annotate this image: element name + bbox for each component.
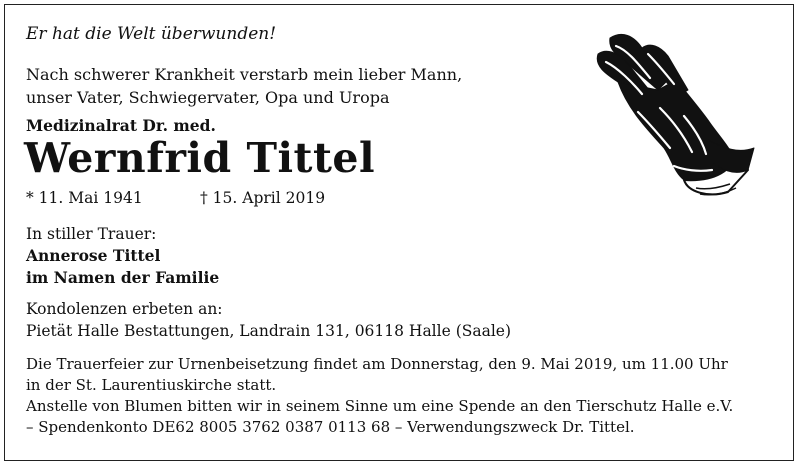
donation-account: – Spendenkonto DE62 8005 3762 0387 0113 68 – Verwendungszweck Dr. Tittel. xyxy=(26,418,635,436)
intro-line: Nach schwerer Krankheit verstarb mein lieber Mann, xyxy=(26,65,463,84)
donation-line: Anstelle von Blumen bitten wir in seinem Sinne um eine Spende an den Tierschutz Halle e.V. xyxy=(26,397,734,415)
service-block xyxy=(26,354,733,438)
motto: Er hat die Welt überwunden! xyxy=(26,24,277,44)
condolences-address: Pietät Halle Bestattungen, Landrain 131, 06118 Halle (Saale) xyxy=(26,322,512,340)
praying-hands-icon xyxy=(588,20,758,200)
intro-text xyxy=(26,63,462,109)
service-line: in der St. Laurentiuskirche statt. xyxy=(26,376,277,394)
service-line: Die Trauerfeier zur Urnenbeisetzung findet am Donnerstag, den 9. Mai 2019, um 11.00 Uhr xyxy=(26,355,728,373)
mourner-family: im Namen der Familie xyxy=(26,268,220,287)
academic-title: Medizinalrat Dr. med. xyxy=(26,116,216,135)
condolences-block xyxy=(26,298,511,342)
intro-line: unser Vater, Schwiegervater, Opa und Uropa xyxy=(26,88,390,107)
birth-date: * 11. Mai 1941 xyxy=(26,189,143,207)
mourner-name: Annerose Tittel xyxy=(26,246,161,265)
mourners-intro: In stiller Trauer: xyxy=(26,225,157,243)
death-date: † 15. April 2019 xyxy=(200,189,326,207)
deceased-name: Wernfrid Tittel xyxy=(24,134,376,182)
condolences-intro: Kondolenzen erbeten an: xyxy=(26,300,223,318)
mourners-block xyxy=(26,224,219,289)
